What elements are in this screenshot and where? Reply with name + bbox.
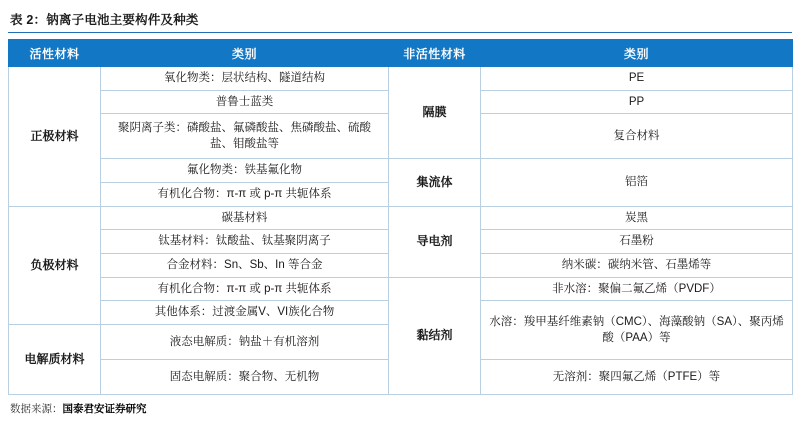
- cell-cathode-4: 氟化物类：铁基氟化物: [101, 159, 389, 183]
- group-label-cathode: 正极材料: [9, 67, 101, 207]
- cell-anode-3: 合金材料：Sn、Sb、In 等合金: [101, 254, 389, 278]
- caption-divider: [8, 32, 792, 33]
- group-label-current-collector: 集流体: [389, 159, 481, 206]
- cell-conductive-3: 纳米碳：碳纳米管、石墨烯等: [481, 254, 793, 278]
- header-inactive-category: 类别: [481, 40, 793, 67]
- cell-separator-3: 复合材料: [481, 114, 793, 159]
- cell-anode-1: 碳基材料: [101, 206, 389, 230]
- cell-electrolyte-1: 液态电解质：钠盐＋有机溶剂: [101, 325, 389, 360]
- source-label: 数据来源：: [10, 403, 63, 416]
- header-active-material: 活性材料: [9, 40, 101, 67]
- header-inactive-material: 非活性材料: [389, 40, 481, 67]
- table-caption: 表 2：钠离子电池主要构件及种类: [10, 13, 199, 27]
- cell-cathode-2: 普鲁士蓝类: [101, 90, 389, 114]
- cell-binder-2: 水溶：羧甲基纤维素钠（CMC）、海藻酸钠（SA）、聚丙烯酸（PAA）等: [481, 301, 793, 360]
- group-label-anode: 负极材料: [9, 206, 101, 324]
- table-row: [9, 159, 793, 183]
- source-value: 国泰君安证券研究: [62, 403, 147, 416]
- battery-components-table: [8, 39, 793, 395]
- group-label-conductive-agent: 导电剂: [389, 206, 481, 277]
- header-active-category: 类别: [101, 40, 389, 67]
- cell-cathode-1: 氧化物类：层状结构、隧道结构: [101, 67, 389, 91]
- cell-separator-1: PE: [481, 67, 793, 91]
- source-line: [8, 395, 792, 416]
- group-label-electrolyte: 电解质材料: [9, 325, 101, 395]
- cell-separator-2: PP: [481, 90, 793, 114]
- cell-anode-4: 有机化合物：π-π 或 p-π 共轭体系: [101, 277, 389, 301]
- cell-current-collector-1: 铝箔: [481, 159, 793, 206]
- cell-conductive-2: 石墨粉: [481, 230, 793, 254]
- group-label-separator: 隔膜: [389, 67, 481, 159]
- group-label-binder: 黏结剂: [389, 277, 481, 394]
- table-row: [9, 206, 793, 230]
- table-header-row: [9, 40, 793, 67]
- table-row: [9, 67, 793, 91]
- cell-anode-2: 钛基材料：钛酸盐、钛基聚阴离子: [101, 230, 389, 254]
- cell-electrolyte-2: 固态电解质：聚合物、无机物: [101, 360, 389, 395]
- cell-cathode-5: 有机化合物：π-π 或 p-π 共轭体系: [101, 183, 389, 207]
- cell-binder-1: 非水溶：聚偏二氟乙烯（PVDF）: [481, 277, 793, 301]
- cell-anode-5: 其他体系：过渡金属V、VI族化合物: [101, 301, 389, 325]
- cell-cathode-3: 聚阴离子类：磷酸盐、氟磷酸盐、焦磷酸盐、硫酸盐、钼酸盐等: [101, 114, 389, 159]
- cell-conductive-1: 炭黑: [481, 206, 793, 230]
- cell-binder-3: 无溶剂：聚四氟乙烯（PTFE）等: [481, 360, 793, 395]
- table-row: [9, 277, 793, 301]
